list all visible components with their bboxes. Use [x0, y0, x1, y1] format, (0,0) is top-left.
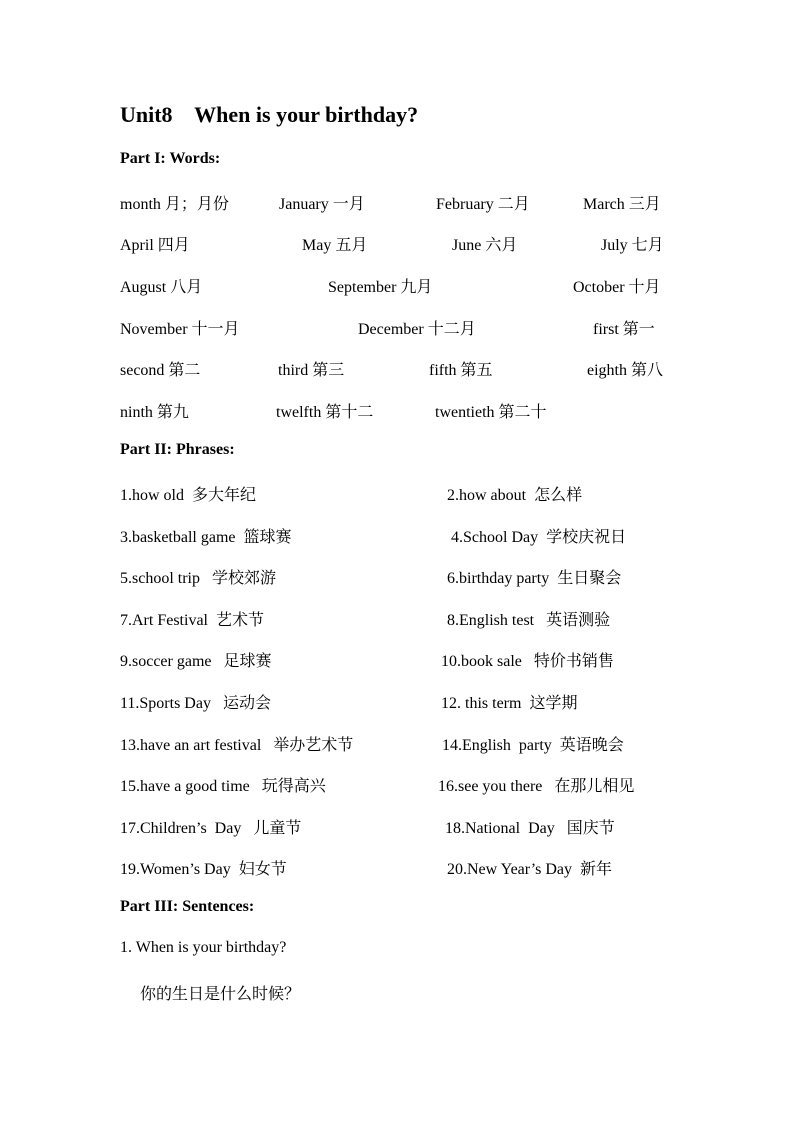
word-item: twentieth 第二十	[435, 404, 547, 421]
words-row	[0, 232, 794, 256]
part3-heading: Part III: Sentences:	[120, 898, 255, 915]
unit-title: Unit8 When is your birthday?	[120, 102, 419, 127]
phrase-item: 12. this term 这学期	[441, 695, 578, 712]
phrase-item: 17.Children’s Day 儿童节	[120, 820, 302, 837]
phrase-item: 4.School Day 学校庆祝日	[451, 529, 627, 546]
word-item: November 十一月	[120, 321, 240, 338]
phrase-item: 14.English party 英语晚会	[442, 737, 624, 754]
phrase-item: 13.have an art festival 举办艺术节	[120, 737, 354, 754]
part2-heading: Part II: Phrases:	[120, 441, 235, 458]
phrase-item: 20.New Year’s Day 新年	[447, 861, 613, 878]
phrases-row	[0, 815, 794, 839]
word-item: August 八月	[120, 279, 203, 296]
word-item: February 二月	[436, 196, 530, 213]
phrase-item: 11.Sports Day 运动会	[120, 695, 271, 712]
phrase-item: 6.birthday party 生日聚会	[447, 570, 622, 587]
phrase-item: 18.National Day 国庆节	[445, 820, 615, 837]
phrase-item: 5.school trip 学校郊游	[120, 570, 276, 587]
word-item: ninth 第九	[120, 404, 189, 421]
phrase-item: 2.how about 怎么样	[447, 487, 583, 504]
word-item: September 九月	[328, 279, 433, 296]
word-item: January 一月	[279, 196, 365, 213]
word-item: May 五月	[302, 237, 368, 254]
phrases-row	[0, 565, 794, 589]
phrases-row	[0, 773, 794, 797]
word-item: June 六月	[452, 237, 518, 254]
part1-heading: Part I: Words:	[120, 150, 221, 167]
word-item: April 四月	[120, 237, 190, 254]
phrases-row	[0, 482, 794, 506]
phrase-item: 16.see you there 在那儿相见	[438, 778, 635, 795]
word-item: eighth 第八	[587, 362, 663, 379]
words-row	[0, 357, 794, 381]
phrases-row	[0, 856, 794, 880]
sentence-english: 1. When is your birthday?	[120, 939, 287, 956]
word-item: month 月；月份	[120, 196, 229, 213]
phrase-item: 9.soccer game 足球赛	[120, 653, 272, 670]
phrase-item: 3.basketball game 篮球赛	[120, 529, 292, 546]
word-item: first 第一	[593, 321, 655, 338]
phrases-row	[0, 607, 794, 631]
phrases-row	[0, 524, 794, 548]
word-item: October 十月	[573, 279, 661, 296]
word-item: twelfth 第十二	[276, 404, 374, 421]
word-item: March 三月	[583, 196, 661, 213]
words-row	[0, 191, 794, 215]
word-item: December 十二月	[358, 321, 476, 338]
word-item: second 第二	[120, 362, 201, 379]
phrases-row	[0, 648, 794, 672]
word-item: fifth 第五	[429, 362, 493, 379]
phrase-item: 10.book sale 特价书销售	[441, 653, 614, 670]
word-item: July 七月	[601, 237, 664, 254]
words-row	[0, 316, 794, 340]
phrases-row	[0, 732, 794, 756]
phrase-item: 8.English test 英语测验	[447, 612, 611, 629]
word-item: third 第三	[278, 362, 345, 379]
words-row	[0, 399, 794, 423]
phrases-row	[0, 690, 794, 714]
phrase-item: 19.Women’s Day 妇女节	[120, 861, 287, 878]
words-row	[0, 274, 794, 298]
phrase-item: 1.how old 多大年纪	[120, 487, 257, 504]
sentence-chinese: 你的生日是什么时候？	[140, 986, 301, 1003]
phrase-item: 15.have a good time 玩得高兴	[120, 778, 326, 795]
phrase-item: 7.Art Festival 艺术节	[120, 612, 264, 629]
